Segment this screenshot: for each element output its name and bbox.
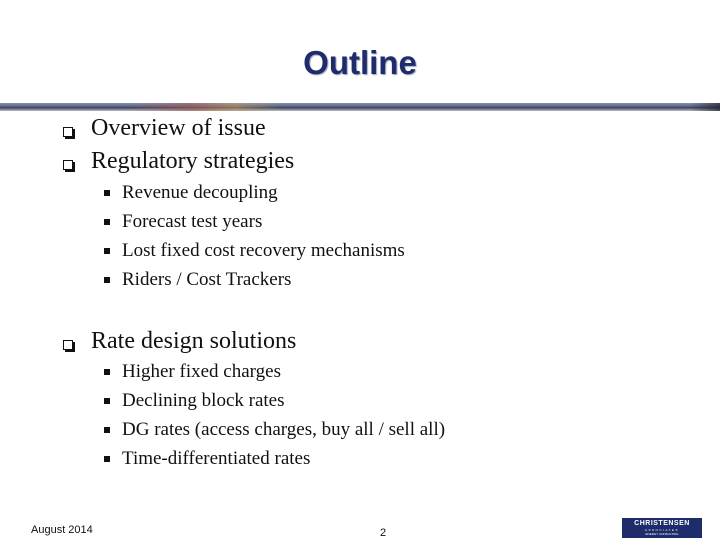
square-bullet-icon — [104, 427, 110, 433]
square-bullet-icon — [104, 248, 110, 254]
square-bullet-icon — [104, 398, 110, 404]
bullet-text: Regulatory strategies — [91, 148, 295, 174]
title-divider-highlight — [130, 103, 280, 111]
logo-line3: ENERGY CONSULTING — [645, 532, 679, 536]
sub-bullet-text: DG rates (access charges, buy all / sell all) — [122, 419, 446, 440]
sub-bullet-text: Higher fixed charges — [122, 361, 281, 382]
sub-bullet-text: Lost fixed cost recovery mechanisms — [122, 240, 405, 261]
square-bullet-icon — [104, 190, 110, 196]
logo-name: CHRISTENSEN — [634, 520, 690, 527]
square-bullet-icon — [104, 219, 110, 225]
sub-bullet-text: Riders / Cost Trackers — [122, 269, 292, 290]
company-logo — [622, 518, 702, 538]
square-bullet-icon — [104, 277, 110, 283]
sub-bullet-text: Revenue decoupling — [122, 182, 278, 203]
hollow-square-bullet-icon — [63, 160, 73, 170]
sub-bullet-text: Declining block rates — [122, 390, 285, 411]
square-bullet-icon — [104, 369, 110, 375]
hollow-square-bullet-icon — [63, 340, 73, 350]
logo-line2: ASSOCIATES — [645, 528, 679, 532]
square-bullet-icon — [104, 456, 110, 462]
page-number: 2 — [380, 527, 387, 539]
bullet-text: Overview of issue — [91, 115, 266, 141]
title-divider-end — [690, 103, 720, 111]
sub-bullet-text: Time-differentiated rates — [122, 448, 311, 469]
title-divider — [0, 103, 720, 111]
sub-bullet-text: Forecast test years — [122, 211, 263, 232]
slide-title: Outline — [303, 44, 417, 81]
footer-date: August 2014 — [31, 524, 93, 536]
bullet-text: Rate design solutions — [91, 328, 297, 354]
hollow-square-bullet-icon — [63, 127, 73, 137]
